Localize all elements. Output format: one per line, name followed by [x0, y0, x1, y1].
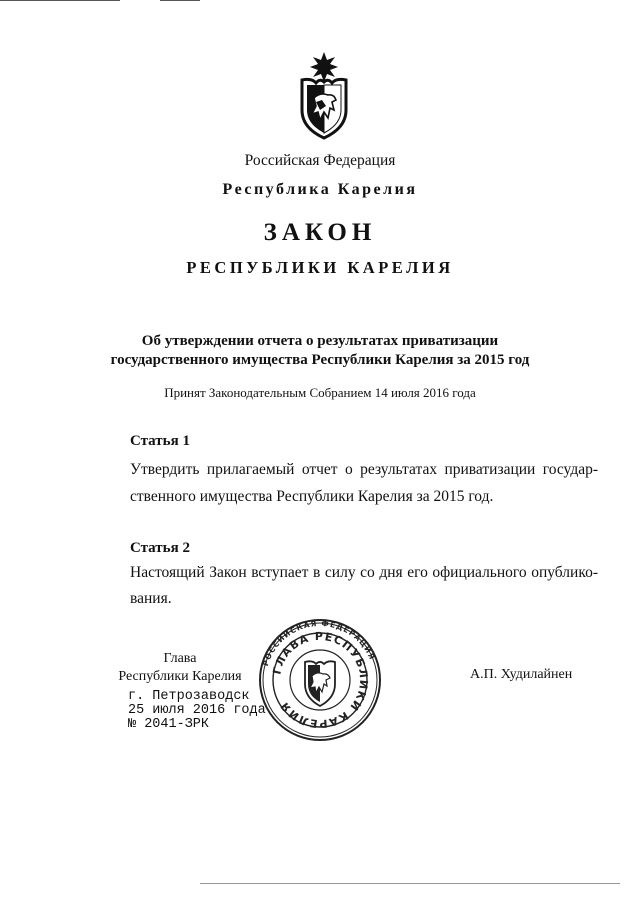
article-text-line: вания. [130, 590, 172, 607]
republic-name: Республика Карелия [222, 181, 418, 198]
scan-edge-line [200, 883, 620, 884]
signatory-name: А.П. Худилайнен [470, 667, 573, 682]
scan-edge-line [160, 0, 200, 1]
seal-inner-text: ГЛАВА РЕСПУБЛИКИ КАРЕЛИЯ [270, 629, 371, 731]
issue-date: 25 июля 2016 года [128, 703, 266, 718]
article-text-line: Настоящий Закон вступает в силу со дня его официального опублико- [130, 564, 598, 581]
law-heading: ЗАКОН [263, 219, 377, 246]
law-subheading: РЕСПУБЛИКИ КАРЕЛИЯ [186, 258, 454, 277]
title-line: государственного имущества Республики Карелия за 2015 год [110, 352, 530, 368]
seal-outer-text: РОССИЙСКАЯ ФЕДЕРАЦИЯ [260, 618, 377, 668]
article-heading: Статья 2 [130, 540, 190, 556]
signatory-title [100, 650, 260, 686]
document-title [0, 332, 640, 370]
signatory-title-line: Глава [163, 651, 197, 666]
article-text-line: ственного имущества Республики Карелия за 2015 год. [130, 488, 494, 505]
scan-edge-line [0, 0, 120, 1]
issue-place: г. Петрозаводск [128, 689, 250, 704]
signatory-title-line: Республики Карелия [118, 669, 242, 684]
title-line: Об утверждении отчета о результатах приватизации [141, 333, 499, 349]
coat-of-arms-icon [294, 50, 354, 140]
article-heading: Статья 1 [130, 433, 190, 449]
adoption-note: Принят Законодательным Собранием 14 июля 2016 года [164, 385, 476, 400]
country-name: Российская Федерация [244, 152, 396, 169]
law-number: № 2041-ЗРК [128, 717, 210, 732]
official-seal [258, 618, 382, 742]
seal-emblem-icon [305, 661, 335, 706]
document-meta [128, 690, 266, 732]
article-text-line: Утвердить прилагаемый отчет о результатах приватизации государ- [130, 461, 598, 478]
